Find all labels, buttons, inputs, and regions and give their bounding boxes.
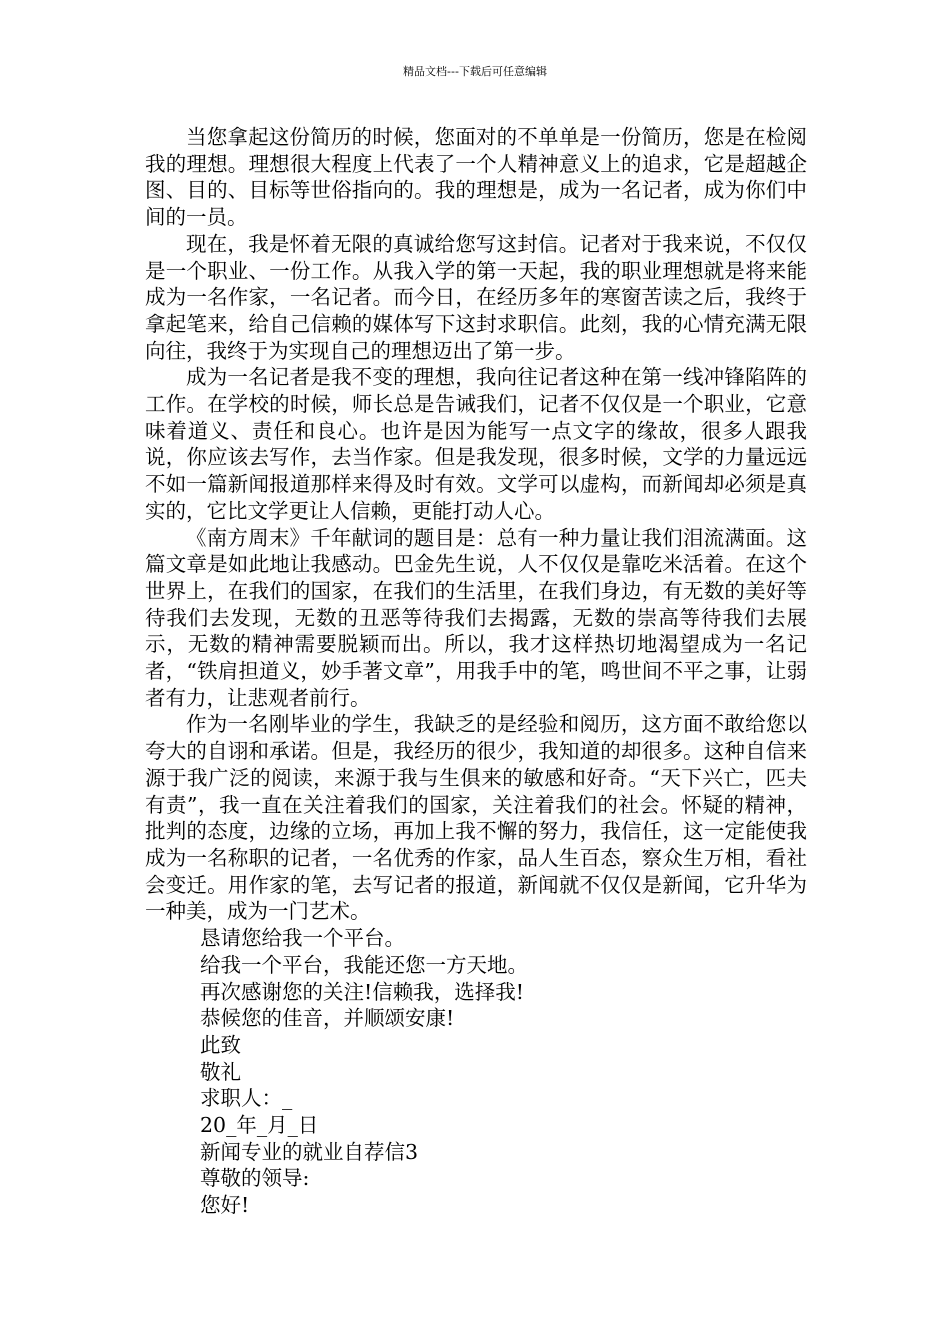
closing-line: 恳请您给我一个平台。 — [200, 926, 405, 951]
paragraph: 当您拿起这份简历的时候，您面对的不单单是一份简历，您是在检阅我的理想。理想很大程度上代表了一个人精神意义上的追求，它是超越企图、目的、目标等世俗指向的。我的理想是，成为一名记者，成为你们中间的一员。 — [145, 125, 807, 230]
paragraph: 成为一名记者是我不变的理想，我向往记者这种在第一线冲锋陷阵的工作。在学校的时候，师长总是告诫我们，记者不仅仅是一个职业，它意味着道义、责任和良心。也许是因为能写一点文字的缘故，很多人跟我说，你应该去写作，去当作家。但是我发现，很多时候，文学的力量远远不如一篇新闻报道那样来得及时有效。文学可以虚构，而新闻却必须是真实的，它比文学更让人信赖，更能打动人心。 — [145, 365, 807, 523]
greeting-line: 尊敬的领导: — [200, 1166, 310, 1191]
closing-line: 给我一个平台，我能还您一方天地。 — [200, 952, 528, 977]
closing-line: 恭候您的佳音，并顺颂安康! — [200, 1006, 455, 1031]
page-header: 精品文档---下载后可任意编辑 — [403, 65, 547, 78]
salutation-line: 此致 — [200, 1032, 241, 1057]
paragraph: 现在，我是怀着无限的真诚给您写这封信。记者对于我来说，不仅仅是一个职业、一份工作。从我入学的第一天起，我的职业理想就是将来能成为一名作家，一名记者。而今日，在经历多年的寒窗苦读之后，我终于拿起笔来，给自己信赖的媒体写下这封求职信。此刻，我的心情充满无限向往，我终于为实现自己的理想迈出了第一步。 — [145, 231, 807, 363]
letter-body — [145, 124, 807, 1219]
salutation-line: 敬礼 — [200, 1059, 241, 1084]
signature-line: 求职人：_ — [200, 1086, 293, 1111]
paragraph: 《南方周末》千年献词的题目是：总有一种力量让我们泪流满面。这篇文章是如此地让我感动。巴金先生说，人不仅仅是靠吃米活着。在这个世界上，在我们的国家，在我们的生活里，在我们身边，有无数的美好等待我们去发现，无数的丑恶等待我们去揭露，无数的崇高等待我们去展示，无数的精神需要脱颖而出。所以，我才这样热切地渴望成为一名记者，“铁肩担道义，妙手著文章”，用我手中的笔，鸣世间不平之事，让弱者有力，让悲观者前行。 — [145, 525, 807, 710]
section-title: 新闻专业的就业自荐信3 — [200, 1139, 419, 1164]
closing-line: 再次感谢您的关注!信赖我，选择我! — [200, 979, 524, 1004]
date-line: 20_年_月_日 — [200, 1113, 319, 1138]
greeting-line: 您好! — [200, 1193, 250, 1218]
paragraph: 作为一名刚毕业的学生，我缺乏的是经验和阅历，这方面不敢给您以夸大的自诩和承诺。但是，我经历的很少，我知道的却很多。这种自信来源于我广泛的阅读，来源于我与生俱来的敏感和好奇。“天下兴亡，匹夫有责”，我一直在关注着我们的国家，关注着我们的社会。怀疑的精神，批判的态度，边缘的立场，再加上我不懈的努力，我信任，这一定能使我成为一名称职的记者，一名优秀的作家，品人生百态，察众生万相，看社会变迁。用作家的笔，去写记者的报道，新闻就不仅仅是新闻，它升华为一种美，成为一门艺术。 — [145, 712, 807, 924]
